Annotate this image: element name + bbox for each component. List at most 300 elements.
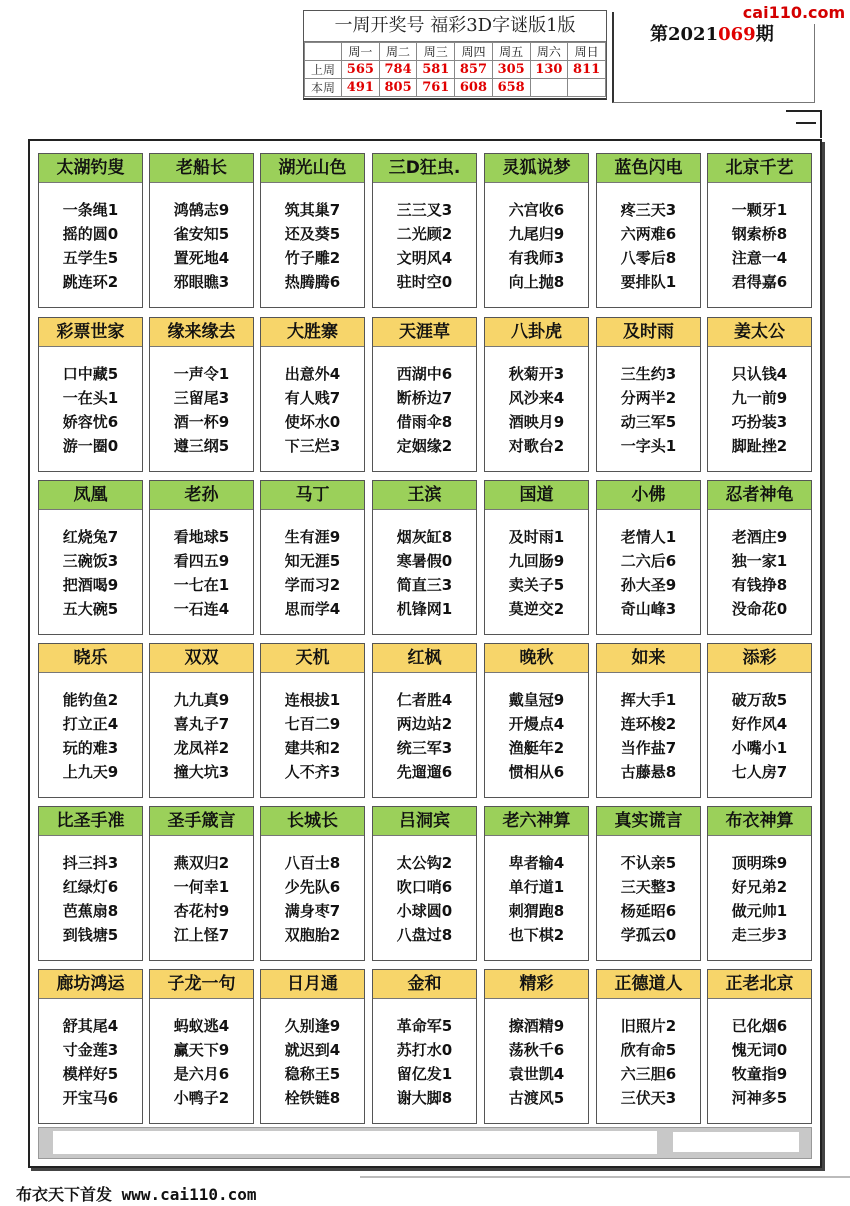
riddle-line: 口中藏5 <box>62 365 119 383</box>
site-watermark: cai110.com <box>738 2 850 24</box>
riddle-line: 三三叉3 <box>396 201 453 219</box>
riddle-line: 注意一4 <box>731 249 788 267</box>
expert-name: 真实谎言 <box>597 807 700 836</box>
issue-label: 第2021069期 <box>650 24 774 45</box>
riddle-line: 老酒庄9 <box>731 528 788 546</box>
expert-name: 忍者神龟 <box>708 481 811 510</box>
riddle-line: 古藤悬8 <box>620 763 677 781</box>
expert-name: 湖光山色 <box>261 154 364 183</box>
expert-name: 天涯草 <box>373 318 476 347</box>
riddle-line: 钢索桥8 <box>731 225 788 243</box>
draw-number: 805 <box>379 79 417 97</box>
riddle-line: 君得嘉6 <box>731 273 788 291</box>
riddle-line: 六两难6 <box>620 225 677 243</box>
riddle-line: 燕双归2 <box>173 854 230 872</box>
riddle-line: 一七在1 <box>173 576 230 594</box>
riddle-lines <box>261 183 364 294</box>
weekday-label: 周三 <box>417 43 455 61</box>
expert-cell <box>596 969 701 1124</box>
riddle-line: 还及葵5 <box>284 225 341 243</box>
expert-cell <box>38 153 143 308</box>
riddle-line: 五学生5 <box>62 249 119 267</box>
riddle-line: 三伏天3 <box>620 1089 677 1107</box>
riddle-line: 老情人1 <box>620 528 677 546</box>
riddle-lines <box>39 673 142 784</box>
riddle-line: 开宝马6 <box>62 1089 119 1107</box>
expert-name: 正德道人 <box>597 970 700 999</box>
riddle-line: 是六月6 <box>173 1065 230 1083</box>
riddle-line: 奇山峰3 <box>620 600 677 618</box>
expert-name: 日月通 <box>261 970 364 999</box>
riddle-line: 七人房7 <box>731 763 788 781</box>
riddle-line: 寒暑假0 <box>396 552 453 570</box>
expert-cell <box>707 480 812 635</box>
riddle-line: 二光顾2 <box>396 225 453 243</box>
riddle-lines <box>597 999 700 1110</box>
riddle-line: 少先队6 <box>284 878 341 896</box>
riddle-line: 有我师3 <box>508 249 565 267</box>
riddle-line: 玩的难3 <box>62 739 119 757</box>
riddle-lines <box>373 673 476 784</box>
expert-cell <box>38 969 143 1124</box>
riddle-line: 五大碗5 <box>62 600 119 618</box>
riddle-line: 九回肠9 <box>508 552 565 570</box>
expert-cell <box>596 317 701 472</box>
riddle-lines <box>485 347 588 458</box>
riddle-line: 连环梭2 <box>620 715 677 733</box>
riddle-line: 下三烂3 <box>284 437 341 455</box>
expert-cell <box>484 153 589 308</box>
draw-number: 857 <box>455 61 493 79</box>
weekday-label: 周一 <box>342 43 380 61</box>
riddle-line: 卖关子5 <box>508 576 565 594</box>
riddle-lines <box>150 183 253 294</box>
riddle-lines <box>597 183 700 294</box>
riddle-line: 学孤云0 <box>620 926 677 944</box>
expert-cell <box>596 806 701 961</box>
riddle-line: 脚趾挫2 <box>731 437 788 455</box>
expert-name: 老六神算 <box>485 807 588 836</box>
riddle-line: 寸金莲3 <box>62 1041 119 1059</box>
draw-number: 784 <box>379 61 417 79</box>
expert-cell <box>260 153 365 308</box>
riddle-line: 游一圈0 <box>62 437 119 455</box>
riddle-lines <box>39 510 142 621</box>
riddle-lines <box>39 183 142 294</box>
draw-number: 565 <box>342 61 380 79</box>
riddle-line: 留亿发1 <box>396 1065 453 1083</box>
draw-number: 305 <box>492 61 530 79</box>
expert-name: 子龙一句 <box>150 970 253 999</box>
expert-name: 凤凰 <box>39 481 142 510</box>
expert-cell <box>260 643 365 798</box>
expert-cell <box>149 643 254 798</box>
riddle-line: 开熳点4 <box>508 715 565 733</box>
riddle-line: 风沙来4 <box>508 389 565 407</box>
riddle-line: 人不齐3 <box>284 763 341 781</box>
riddle-line: 破万敌5 <box>731 691 788 709</box>
expert-cell <box>149 969 254 1124</box>
riddle-line: 赢天下9 <box>173 1041 230 1059</box>
expert-name: 长城长 <box>261 807 364 836</box>
this-week-row <box>305 79 606 97</box>
riddle-line: 太公钩2 <box>396 854 453 872</box>
bottom-bar <box>38 1127 812 1159</box>
expert-cell <box>149 806 254 961</box>
riddle-line: 烟灰缸8 <box>396 528 453 546</box>
riddle-lines <box>597 510 700 621</box>
riddle-line: 学而习2 <box>284 576 341 594</box>
riddle-line: 一颗牙1 <box>731 201 788 219</box>
riddle-lines <box>485 999 588 1110</box>
riddle-line: 九尾归9 <box>508 225 565 243</box>
riddle-line: 定姻缘2 <box>396 437 453 455</box>
riddle-line: 古渡风5 <box>508 1089 565 1107</box>
riddle-line: 江上怪7 <box>173 926 230 944</box>
riddle-line: 要排队1 <box>620 273 677 291</box>
riddle-line: 杨延昭6 <box>620 902 677 920</box>
expert-cell <box>484 643 589 798</box>
riddle-line: 摇的圆0 <box>62 225 119 243</box>
expert-name: 小佛 <box>597 481 700 510</box>
riddle-line: 满身枣7 <box>284 902 341 920</box>
last-week-row <box>305 61 606 79</box>
riddle-line: 遵三纲5 <box>173 437 230 455</box>
riddle-lines <box>261 999 364 1110</box>
riddle-line: 喜丸子7 <box>173 715 230 733</box>
riddle-line: 酒映月9 <box>508 413 565 431</box>
riddle-line: 河神多5 <box>731 1089 788 1107</box>
corner-decoration <box>786 110 822 138</box>
riddle-line: 邪眼瞧3 <box>173 273 230 291</box>
draw-number: 130 <box>530 61 568 79</box>
riddle-line: 谢大脚8 <box>396 1089 453 1107</box>
riddle-line: 借雨伞8 <box>396 413 453 431</box>
riddle-line: 九一前9 <box>731 389 788 407</box>
expert-name: 添彩 <box>708 644 811 673</box>
riddle-line: 驻时空0 <box>396 273 453 291</box>
weekday-label: 周五 <box>492 43 530 61</box>
expert-cell <box>596 480 701 635</box>
riddle-line: 芭蕉扇8 <box>62 902 119 920</box>
expert-name: 及时雨 <box>597 318 700 347</box>
riddle-lines <box>150 347 253 458</box>
riddle-line: 六三胆6 <box>620 1065 677 1083</box>
expert-cell <box>707 643 812 798</box>
riddle-lines <box>485 836 588 947</box>
riddle-line: 做元帅1 <box>731 902 788 920</box>
riddle-line: 挥大手1 <box>620 691 677 709</box>
expert-cell <box>707 969 812 1124</box>
riddle-line: 小鸭子2 <box>173 1089 230 1107</box>
expert-cell <box>707 317 812 472</box>
weekday-label: 周四 <box>455 43 493 61</box>
riddle-lines <box>261 510 364 621</box>
riddle-lines <box>39 347 142 458</box>
riddle-line: 一石连4 <box>173 600 230 618</box>
draw-number <box>568 79 606 97</box>
riddle-lines <box>150 836 253 947</box>
expert-cell <box>260 317 365 472</box>
expert-name: 老船长 <box>150 154 253 183</box>
riddle-line: 没命花0 <box>731 600 788 618</box>
riddle-line: 独一家1 <box>731 552 788 570</box>
riddle-line: 能钓鱼2 <box>62 691 119 709</box>
draw-number: 581 <box>417 61 455 79</box>
riddle-line: 戴皇冠9 <box>508 691 565 709</box>
riddle-line: 向上抛8 <box>508 273 565 291</box>
riddle-line: 秋菊开3 <box>508 365 565 383</box>
riddle-line: 使坏水0 <box>284 413 341 431</box>
riddle-line: 杏花村9 <box>173 902 230 920</box>
riddle-lines <box>708 836 811 947</box>
riddle-line: 红烧兔7 <box>62 528 119 546</box>
riddle-line: 栓铁链8 <box>284 1089 341 1107</box>
draw-number: 658 <box>492 79 530 97</box>
riddle-line: 生有涯9 <box>284 528 341 546</box>
expert-cell <box>38 317 143 472</box>
riddle-lines <box>150 999 253 1110</box>
riddle-line: 出意外4 <box>284 365 341 383</box>
riddle-lines <box>261 836 364 947</box>
riddle-line: 只认钱4 <box>731 365 788 383</box>
expert-name: 王滨 <box>373 481 476 510</box>
expert-name: 老孙 <box>150 481 253 510</box>
riddle-line: 模样好5 <box>62 1065 119 1083</box>
expert-cell <box>38 806 143 961</box>
riddle-lines <box>708 183 811 294</box>
expert-cell <box>149 153 254 308</box>
expert-cell <box>372 643 477 798</box>
riddle-line: 一何幸1 <box>173 878 230 896</box>
riddle-line: 机锋网1 <box>396 600 453 618</box>
riddle-line: 思而学4 <box>284 600 341 618</box>
riddle-line: 牧童指9 <box>731 1065 788 1083</box>
expert-name: 双双 <box>150 644 253 673</box>
corner-decoration <box>796 122 816 124</box>
riddle-line: 连根拔1 <box>284 691 341 709</box>
riddle-line: 稳称王5 <box>284 1065 341 1083</box>
riddle-lines <box>485 673 588 784</box>
expert-cell <box>372 969 477 1124</box>
riddle-lines <box>261 673 364 784</box>
riddle-line: 吹口哨6 <box>396 878 453 896</box>
riddle-line: 分两半2 <box>620 389 677 407</box>
expert-name: 正老北京 <box>708 970 811 999</box>
expert-cell <box>484 317 589 472</box>
expert-name: 大胜寨 <box>261 318 364 347</box>
riddle-line: 统三军3 <box>396 739 453 757</box>
riddle-line: 八盘过8 <box>396 926 453 944</box>
riddle-line: 久别逢9 <box>284 1017 341 1035</box>
riddle-line: 一声令1 <box>173 365 230 383</box>
footer-text: 布衣天下首发 www.cai110.com <box>16 1185 257 1204</box>
riddle-lines <box>373 510 476 621</box>
riddle-line: 一在头1 <box>62 389 119 407</box>
riddle-line: 有人贱7 <box>284 389 341 407</box>
draw-number: 811 <box>568 61 606 79</box>
expert-cell <box>707 153 812 308</box>
riddle-line: 单行道1 <box>508 878 565 896</box>
expert-cell <box>260 969 365 1124</box>
riddle-line: 也下棋2 <box>508 926 565 944</box>
riddle-line: 先遛遛6 <box>396 763 453 781</box>
riddle-line: 巧扮装3 <box>731 413 788 431</box>
riddle-line: 三碗饭3 <box>62 552 119 570</box>
expert-cell <box>38 643 143 798</box>
expert-name: 缘来缘去 <box>150 318 253 347</box>
expert-cell <box>38 480 143 635</box>
riddle-line: 旧照片2 <box>620 1017 677 1035</box>
riddle-line: 文明风4 <box>396 249 453 267</box>
expert-name: 太湖钓叟 <box>39 154 142 183</box>
riddle-line: 娇容忧6 <box>62 413 119 431</box>
riddle-line: 莫逆交2 <box>508 600 565 618</box>
riddle-line: 八零后8 <box>620 249 677 267</box>
weekly-results-panel <box>303 10 607 100</box>
riddle-lines <box>373 836 476 947</box>
riddle-lines <box>708 510 811 621</box>
expert-cell <box>372 806 477 961</box>
expert-name: 灵狐说梦 <box>485 154 588 183</box>
riddle-line: 一条绳1 <box>62 201 119 219</box>
expert-cell <box>149 317 254 472</box>
riddle-lines <box>373 999 476 1110</box>
weekday-label: 周六 <box>530 43 568 61</box>
riddle-line: 跳连环2 <box>62 273 119 291</box>
riddle-line: 不认亲5 <box>620 854 677 872</box>
riddle-line: 热腾腾6 <box>284 273 341 291</box>
riddle-line: 八百士8 <box>284 854 341 872</box>
riddle-line: 疼三天3 <box>620 201 677 219</box>
riddle-line: 红绿灯6 <box>62 878 119 896</box>
riddle-line: 动三军5 <box>620 413 677 431</box>
weekly-results-title: 一周开奖号 福彩3D字谜版1版 <box>304 11 606 42</box>
expert-name: 廊坊鸿运 <box>39 970 142 999</box>
riddle-line: 七百二9 <box>284 715 341 733</box>
riddle-line: 龙凤祥2 <box>173 739 230 757</box>
riddle-line: 三天整3 <box>620 878 677 896</box>
riddle-line: 到钱塘5 <box>62 926 119 944</box>
riddle-line: 革命军5 <box>396 1017 453 1035</box>
last-week-label: 上周 <box>305 61 342 79</box>
expert-cell <box>372 480 477 635</box>
riddle-line: 把酒喝9 <box>62 576 119 594</box>
riddle-line: 置死地4 <box>173 249 230 267</box>
riddle-line: 荡秋千6 <box>508 1041 565 1059</box>
expert-cell <box>260 480 365 635</box>
riddle-line: 上九天9 <box>62 763 119 781</box>
expert-name: 晚秋 <box>485 644 588 673</box>
riddle-line: 蚂蚁逃4 <box>173 1017 230 1035</box>
riddle-line: 双胞胎2 <box>284 926 341 944</box>
expert-name: 八卦虎 <box>485 318 588 347</box>
expert-cell <box>596 153 701 308</box>
riddle-line: 西湖中6 <box>396 365 453 383</box>
riddle-line: 三留尾3 <box>173 389 230 407</box>
riddle-lines <box>150 510 253 621</box>
expert-cell <box>484 806 589 961</box>
riddle-lines <box>485 510 588 621</box>
draw-number: 491 <box>342 79 380 97</box>
riddle-lines <box>150 673 253 784</box>
riddle-lines <box>373 183 476 294</box>
riddle-line: 竹子雕2 <box>284 249 341 267</box>
riddle-line: 苏打水0 <box>396 1041 453 1059</box>
riddle-line: 六宫收6 <box>508 201 565 219</box>
draw-number: 761 <box>417 79 455 97</box>
riddle-line: 小球圆0 <box>396 902 453 920</box>
weekday-label: 周日 <box>568 43 606 61</box>
riddle-line: 卑者输4 <box>508 854 565 872</box>
riddle-lines <box>708 347 811 458</box>
riddle-lines <box>597 673 700 784</box>
weekday-header-row <box>305 43 606 61</box>
riddle-line: 九九真9 <box>173 691 230 709</box>
riddle-line: 雀安知5 <box>173 225 230 243</box>
riddle-line: 好作风4 <box>731 715 788 733</box>
expert-cell <box>372 153 477 308</box>
riddle-line: 酒一杯9 <box>173 413 230 431</box>
riddle-line: 打立正4 <box>62 715 119 733</box>
riddle-lines <box>39 836 142 947</box>
riddle-lines <box>373 347 476 458</box>
riddle-line: 两边站2 <box>396 715 453 733</box>
expert-cell <box>484 969 589 1124</box>
issue-box <box>612 12 815 103</box>
riddle-line: 顶明珠9 <box>731 854 788 872</box>
riddle-line: 惯相从6 <box>508 763 565 781</box>
weekly-results-table <box>304 42 606 97</box>
riddle-line: 欣有命5 <box>620 1041 677 1059</box>
expert-name: 金和 <box>373 970 476 999</box>
riddle-line: 三生约3 <box>620 365 677 383</box>
footer-rule <box>360 1176 850 1178</box>
expert-cell <box>484 480 589 635</box>
riddle-line: 看四五9 <box>173 552 230 570</box>
riddle-lines <box>39 999 142 1110</box>
expert-name: 国道 <box>485 481 588 510</box>
expert-name: 圣手箴言 <box>150 807 253 836</box>
expert-name: 布衣神算 <box>708 807 811 836</box>
expert-name: 蓝色闪电 <box>597 154 700 183</box>
riddle-line: 渔艇年2 <box>508 739 565 757</box>
riddle-line: 简直三3 <box>396 576 453 594</box>
expert-name: 晓乐 <box>39 644 142 673</box>
riddle-lines <box>597 836 700 947</box>
expert-name: 吕洞宾 <box>373 807 476 836</box>
riddle-grid <box>28 139 822 1168</box>
expert-cell <box>707 806 812 961</box>
riddle-line: 擦酒精9 <box>508 1017 565 1035</box>
riddle-line: 已化烟6 <box>731 1017 788 1035</box>
expert-cell <box>596 643 701 798</box>
riddle-line: 当作盐7 <box>620 739 677 757</box>
expert-name: 天机 <box>261 644 364 673</box>
expert-name: 姜太公 <box>708 318 811 347</box>
riddle-lines <box>597 347 700 458</box>
draw-number <box>530 79 568 97</box>
expert-name: 比圣手准 <box>39 807 142 836</box>
riddle-line: 就迟到4 <box>284 1041 341 1059</box>
riddle-lines <box>708 673 811 784</box>
riddle-line: 仁者胜4 <box>396 691 453 709</box>
expert-cell <box>149 480 254 635</box>
expert-name: 三D狂虫. <box>373 154 476 183</box>
expert-name: 彩票世家 <box>39 318 142 347</box>
expert-cell <box>372 317 477 472</box>
issue-number: 069 <box>718 24 756 45</box>
